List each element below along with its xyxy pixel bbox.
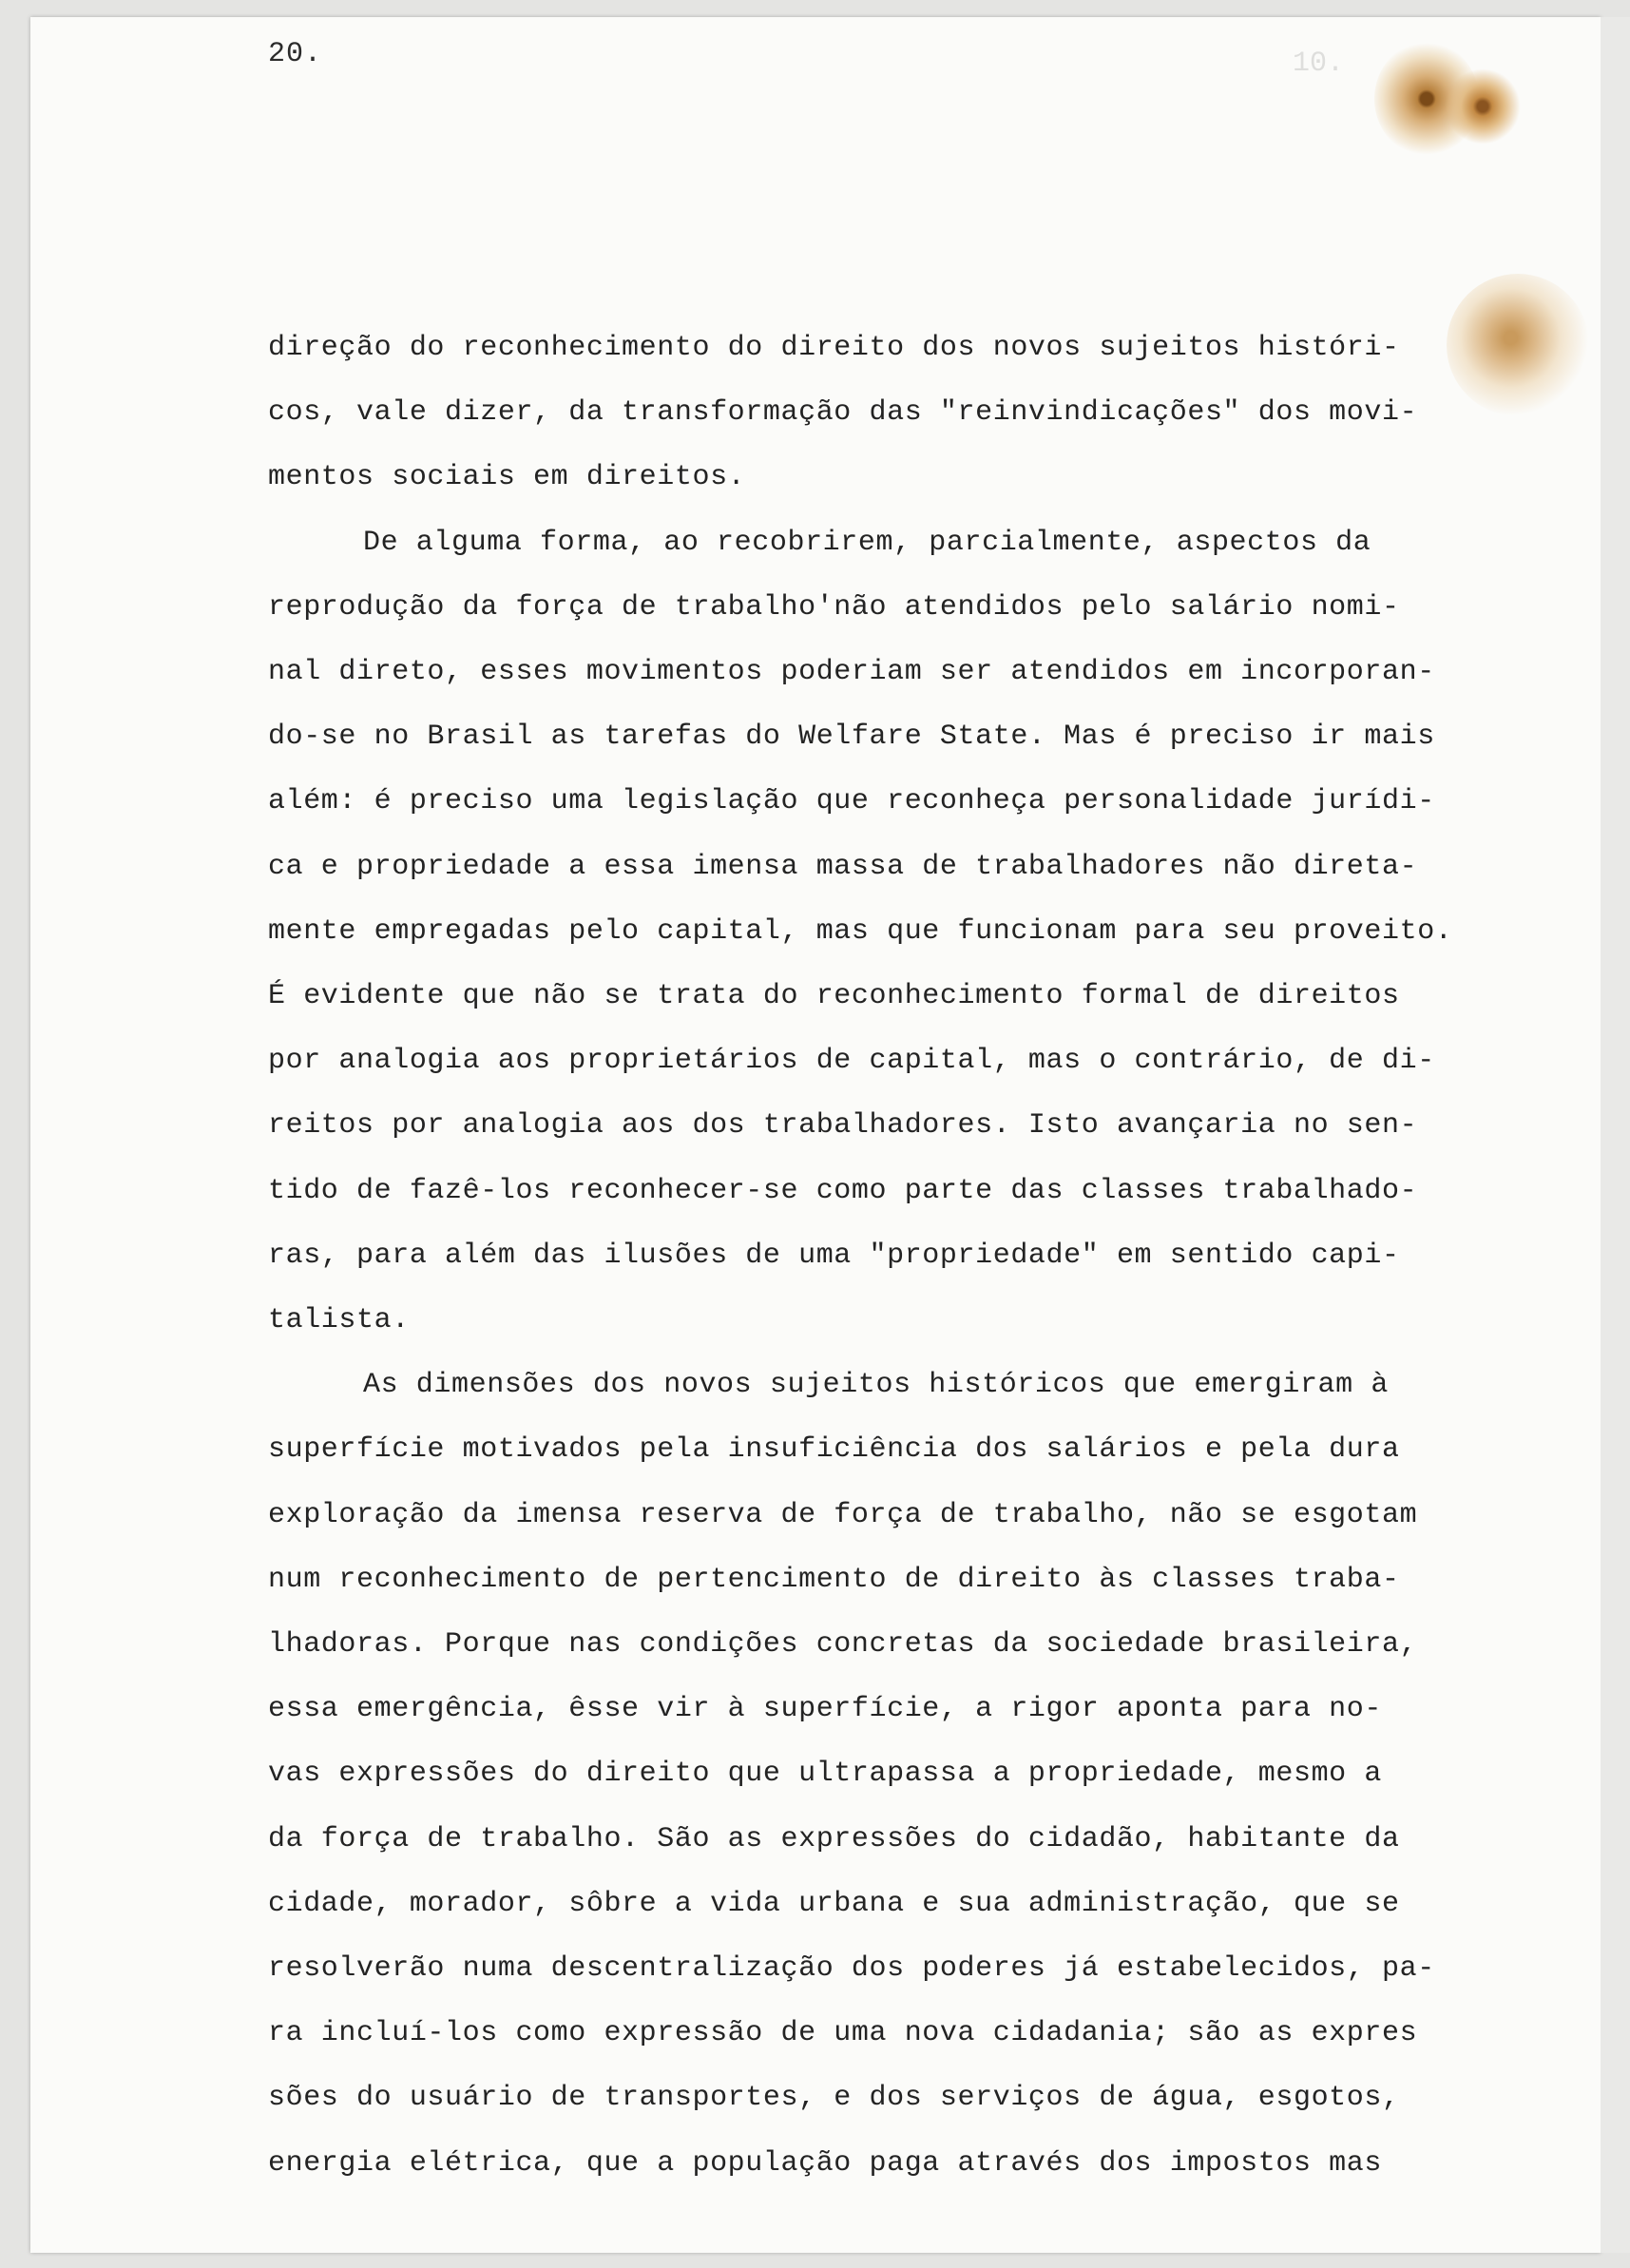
text-line: reitos por analogia aos dos trabalhadores. Isto avançaria no sen- <box>268 1109 1418 1143</box>
text-line: superfície motivados pela insuficiência dos salários e pela dura <box>268 1433 1400 1467</box>
text-line: além: é preciso uma legislação que reconheça personalidade jurídi- <box>268 785 1435 818</box>
body-text <box>268 316 1513 2196</box>
text-line: ra incluí-los como expressão de uma nova cidadania; são as expres <box>268 2017 1418 2050</box>
page-number: 20. <box>268 38 323 70</box>
text-line: cidade, morador, sôbre a vida urbana e sua administração, que se <box>268 1887 1400 1920</box>
paper-stain <box>1445 68 1521 144</box>
text-line: num reconhecimento de pertencimento de direito às classes traba- <box>268 1563 1400 1596</box>
text-line: tido de fazê-los reconhecer-se como parte das classes trabalhado- <box>268 1174 1418 1207</box>
text-line: energia elétrica, que a população paga através dos impostos mas <box>268 2146 1382 2180</box>
paragraph-first-line: De alguma forma, ao recobrirem, parcialmente, aspectos da <box>363 526 1371 559</box>
text-line: cos, vale dizer, da transformação das "reinvindicações" dos movi- <box>268 396 1418 430</box>
text-line: É evidente que não se trata do reconhecimento formal de direitos <box>268 980 1400 1013</box>
text-line: sões do usuário de transportes, e dos serviços de água, esgotos, <box>268 2082 1400 2115</box>
paper-stain <box>1374 42 1479 156</box>
text-line: ras, para além das ilusões de uma "propriedade" em sentido capi- <box>268 1239 1400 1272</box>
text-line: nal direto, esses movimentos poderiam ser atendidos em incorporan- <box>268 656 1435 689</box>
text-line: mente empregadas pelo capital, mas que funcionam para seu proveito. <box>268 914 1453 948</box>
scan-margin <box>1601 17 1630 2253</box>
text-line: vas expressões do direito que ultrapassa a propriedade, mesmo a <box>268 1758 1382 1791</box>
text-line: da força de trabalho. São as expressões do cidadão, habitante da <box>268 1822 1400 1855</box>
text-line: reprodução da força de trabalho'não atendidos pelo salário nomi- <box>268 590 1400 624</box>
text-line: direção do reconhecimento do direito dos novos sujeitos históri- <box>268 332 1400 364</box>
text-line: mentos sociais em direitos. <box>268 461 746 494</box>
text-line: talista. <box>268 1304 410 1337</box>
bleed-through-page-number: 10. <box>1293 48 1345 80</box>
text-line: por analogia aos proprietários de capital, mas o contrário, de di- <box>268 1045 1435 1078</box>
paragraph-first-line: As dimensões dos novos sujeitos históricos que emergiram à <box>363 1369 1389 1402</box>
text-line: exploração da imensa reserva de força de trabalho, não se esgotam <box>268 1498 1418 1531</box>
text-line: lhadoras. Porque nas condições concretas da sociedade brasileira, <box>268 1628 1418 1662</box>
text-line: resolverão numa descentralização dos poderes já estabelecidos, pa- <box>268 1952 1435 1986</box>
text-line: essa emergência, êsse vir à superfície, a rigor aponta para no- <box>268 1693 1382 1726</box>
text-line: do-se no Brasil as tarefas do Welfare State. Mas é preciso ir mais <box>268 721 1435 754</box>
text-line: ca e propriedade a essa imensa massa de trabalhadores não direta- <box>268 850 1418 883</box>
